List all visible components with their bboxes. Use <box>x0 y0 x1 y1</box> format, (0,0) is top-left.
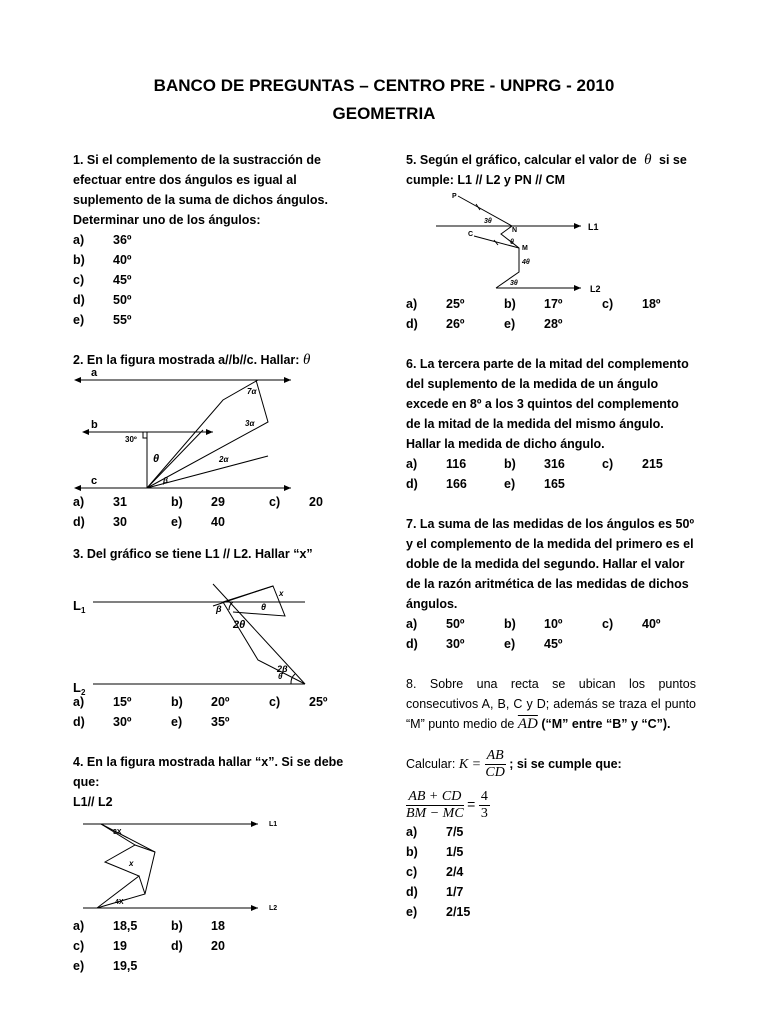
svg-text:x: x <box>129 859 134 868</box>
question-8-text-a: 8. Sobre una recta se ubican los puntos consecutivos A, B, C y D; además se traza el punto “M” punto medio de <box>406 677 696 731</box>
svg-text:b: b <box>91 419 98 431</box>
svg-text:θ: θ <box>510 239 514 246</box>
option-c[interactable]: c) <box>602 297 614 311</box>
option-a[interactable]: a) <box>406 457 418 471</box>
option-e[interactable]: e) <box>171 515 183 529</box>
option-b[interactable]: b) <box>504 297 516 311</box>
figure-pn-cm <box>406 190 646 294</box>
option-row-1: a) 50º b) 10º c) 40º <box>406 614 696 634</box>
segment-ad: $\overline{AD}$ <box>517 716 538 732</box>
svg-text:3θ: 3θ <box>510 280 518 287</box>
question-4 <box>73 752 368 976</box>
question-4-text-1: 4. En la figura mostrada hallar “x”. Si se debe que: <box>73 755 344 789</box>
svg-text:30º: 30º <box>125 435 137 444</box>
question-8-text-b: (“M” entre “B” y “C”). <box>541 717 671 731</box>
svg-text:L: L <box>73 598 81 613</box>
svg-text:x: x <box>279 589 284 598</box>
question-4-options <box>73 916 368 976</box>
figure-zigzag <box>73 812 283 916</box>
option-b[interactable]: b) <box>171 495 183 509</box>
svg-text:2θ: 2θ <box>233 619 246 631</box>
question-4-text-2: L1// L2 <box>73 795 113 809</box>
svg-text:θ: θ <box>261 602 267 612</box>
svg-text:1: 1 <box>81 606 86 615</box>
question-5-options <box>406 294 696 334</box>
question-2-text: 2. En la figura mostrada a//b//c. Hallar: <box>73 353 300 367</box>
question-2-options <box>73 492 368 532</box>
option-row-1: a) 18,5 b) 18 <box>73 916 368 936</box>
option-b[interactable]: b) <box>171 695 183 709</box>
option-c[interactable]: c) 2/4 <box>406 865 464 879</box>
option-c[interactable]: c) 45º <box>73 273 132 287</box>
figure-l1-l2 <box>73 564 313 697</box>
page-subtitle: GEOMETRIA <box>332 104 436 123</box>
svg-text:3X: 3X <box>113 829 122 836</box>
option-e[interactable]: e) <box>504 317 516 331</box>
option-e[interactable]: e) 2/15 <box>406 905 471 919</box>
svg-text:C: C <box>468 231 474 238</box>
option-e[interactable]: e) <box>171 715 183 729</box>
theta-symbol: θ <box>302 352 311 368</box>
option-a[interactable]: a) <box>73 495 85 509</box>
svg-text:P: P <box>452 193 457 200</box>
question-7-text: 7. La suma de las medidas de los ángulos es 50º y el complemento de la medida del primero es el doble de la medida del segundo. Hallar el valor de la razón aritmética de las medidas de dichos ángulos. <box>406 517 695 611</box>
svg-text:7α: 7α <box>247 387 257 396</box>
option-d[interactable]: d) <box>406 477 418 491</box>
option-b[interactable]: b) <box>504 457 516 471</box>
option-row-2: d) 166 e) 165 <box>406 474 696 494</box>
question-8-options <box>406 822 696 922</box>
question-6-text: 6. La tercera parte de la mitad del complemento del suplemento de la medida de un ángulo excede en 8º a los 3 quintos del complemento de la mitad de la medida del mismo ángulo. Hallar la medida de dicho ángulo. <box>406 357 689 451</box>
option-e[interactable]: e) 55º <box>73 313 132 327</box>
svg-text:β: β <box>216 604 222 614</box>
svg-text:L1: L1 <box>588 222 599 232</box>
question-1-text: 1. Si el complemento de la sustracción de efectuar entre dos ángulos es igual al suplemento de la suma de dichos ángulos. Determinar uno de los ángulos: <box>73 153 328 227</box>
option-row-1: a) 25º b) 17º c) 18º <box>406 294 696 314</box>
option-b[interactable]: b) 1/5 <box>406 845 464 859</box>
option-d[interactable]: d) 1/7 <box>406 885 464 899</box>
option-c[interactable]: c) <box>269 695 281 709</box>
option-a[interactable]: a) <box>73 919 85 933</box>
svg-text:θ: θ <box>153 453 160 465</box>
option-row-2: d) 30 e) 40 <box>73 512 368 532</box>
question-1 <box>73 150 368 330</box>
svg-text:3θ: 3θ <box>484 218 492 225</box>
svg-text:c: c <box>91 475 98 487</box>
question-3 <box>73 544 368 732</box>
option-e[interactable]: e) <box>504 477 516 491</box>
option-row-1: a) 15º b) 20º c) 25º <box>73 692 368 712</box>
left-column <box>73 150 368 976</box>
option-d[interactable]: d) <box>406 317 418 331</box>
option-d[interactable]: d) 50º <box>73 293 132 307</box>
figure-parallel-lines-abc <box>73 367 303 492</box>
question-5-text-b: si se cumple: L1 // L2 y PN // CM <box>406 153 687 187</box>
svg-text:2β: 2β <box>277 664 288 674</box>
option-b[interactable]: b) <box>504 617 516 631</box>
svg-text:L1: L1 <box>269 821 278 828</box>
option-a[interactable]: a) <box>73 695 85 709</box>
option-a[interactable]: a) <box>406 297 418 311</box>
svg-text:β: β <box>163 476 168 485</box>
option-c[interactable]: c) <box>269 495 281 509</box>
option-c[interactable]: c) <box>602 457 614 471</box>
svg-text:2: 2 <box>81 688 86 697</box>
question-2 <box>73 350 368 532</box>
option-row-1: a) 31 b) 29 c) 20 <box>73 492 368 512</box>
option-b[interactable]: b) <box>171 919 183 933</box>
svg-text:N: N <box>512 227 518 234</box>
theta-symbol: θ <box>644 152 652 168</box>
page-title: BANCO DE PREGUNTAS – CENTRO PRE - UNPRG - 2010 <box>153 76 615 95</box>
option-row-3: e) 19,5 <box>73 956 368 976</box>
option-d[interactable]: d) <box>171 939 183 953</box>
svg-text:L2: L2 <box>269 905 278 912</box>
svg-text:L2: L2 <box>590 284 601 294</box>
question-6 <box>406 354 696 494</box>
option-a[interactable]: a) 36º <box>73 233 132 247</box>
question-5-text-a: 5. Según el gráfico, calcular el valor de <box>406 153 637 167</box>
svg-text:θ: θ <box>278 672 283 681</box>
option-e[interactable]: e) <box>504 637 516 651</box>
option-a[interactable]: a) 7/5 <box>406 825 464 839</box>
option-d[interactable]: d) <box>406 637 418 651</box>
option-row-1: a) 116 b) 316 c) 215 <box>406 454 696 474</box>
svg-text:4X: 4X <box>115 899 124 906</box>
calc-line: Calcular: K = $\frac{AB}{CD}$ ; si se cumple que: <box>406 748 622 780</box>
option-c[interactable]: c) <box>73 939 85 953</box>
option-c[interactable]: c) <box>602 617 614 631</box>
option-row-2: d) 26º e) 28º <box>406 314 696 334</box>
option-b[interactable]: b) 40º <box>73 253 132 267</box>
svg-text:2α: 2α <box>219 455 229 464</box>
option-d[interactable]: d) <box>73 515 85 529</box>
option-row-2: c) 19 d) 20 <box>73 936 368 956</box>
option-e[interactable]: e) <box>73 959 85 973</box>
question-5 <box>406 150 696 334</box>
question-8 <box>406 674 696 922</box>
option-row-2: d) 30º e) 45º <box>406 634 696 654</box>
question-1-options <box>73 230 368 330</box>
question-6-options <box>406 454 696 494</box>
question-7-options <box>406 614 696 654</box>
svg-text:M: M <box>522 245 528 252</box>
option-a[interactable]: a) <box>406 617 418 631</box>
svg-text:4θ: 4θ <box>522 259 530 266</box>
option-d[interactable]: d) <box>73 715 85 729</box>
question-7 <box>406 514 696 654</box>
svg-text:L: L <box>73 680 81 695</box>
equation: $\frac{AB + CD}{BM - MC}$ = $\frac{4}{3}$ <box>406 789 488 821</box>
svg-text:a: a <box>91 367 98 379</box>
question-3-options <box>73 692 368 732</box>
svg-text:3α: 3α <box>245 419 255 428</box>
right-column <box>406 150 696 922</box>
option-row-2: d) 30º e) 35º <box>73 712 368 732</box>
question-3-text: 3. Del gráfico se tiene L1 // L2. Hallar “x” <box>73 547 313 561</box>
